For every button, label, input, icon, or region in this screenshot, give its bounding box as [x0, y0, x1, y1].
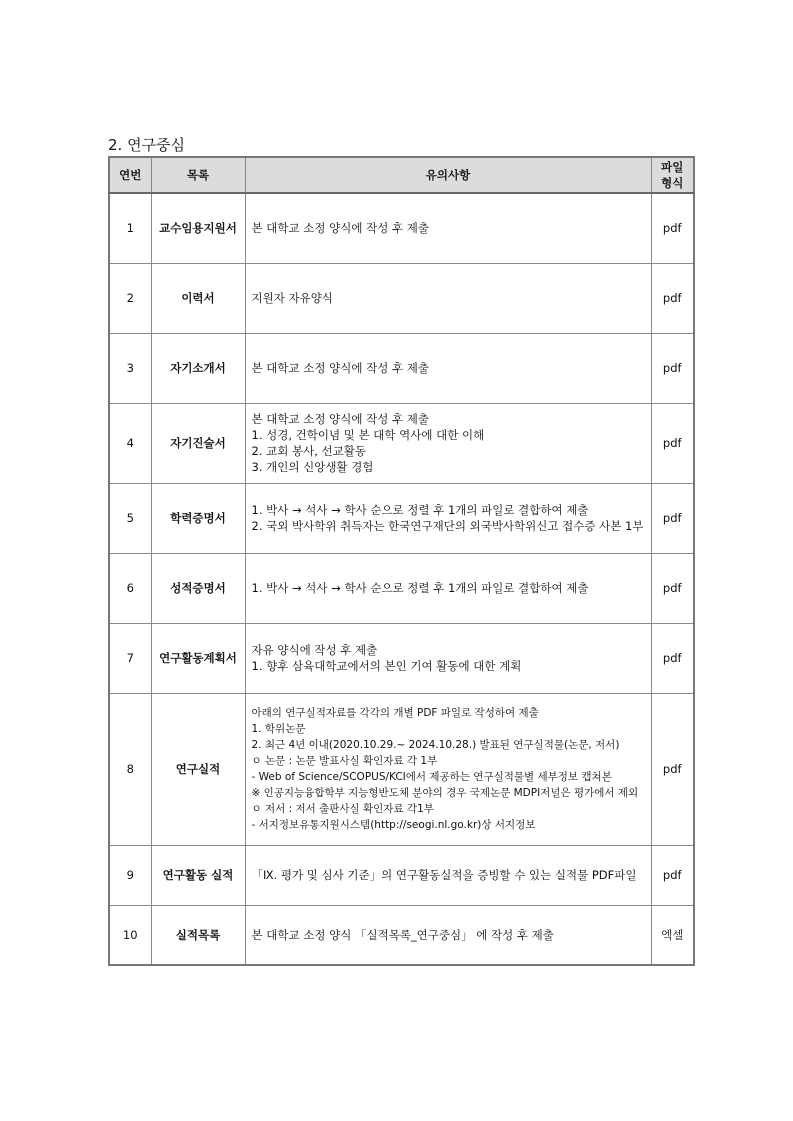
note-line: 본 대학교 소정 양식 「실적목록_연구중심」 에 작성 후 제출 [251, 927, 554, 942]
row-notes [245, 623, 651, 693]
header-no: 연번 [109, 157, 151, 193]
note-line: 「Ⅸ. 평가 및 심사 기준」의 연구활동실적을 증빙할 수 있는 실적물 PDF파일 [251, 868, 637, 882]
row-number: 7 [109, 623, 151, 693]
row-number: 3 [109, 333, 151, 403]
header-item: 목록 [151, 157, 245, 193]
row-number: 1 [109, 193, 151, 263]
row-notes [245, 553, 651, 623]
row-file-format: pdf [651, 193, 694, 263]
note-line: 지원자 자유양식 [251, 291, 333, 305]
row-item-name: 자기소개서 [151, 333, 245, 403]
note-line: - 서지정보유통지원시스템(http://seogi.nl.go.kr)상 서지정보 [251, 819, 536, 831]
header-format-line2: 형식 [661, 176, 684, 190]
row-file-format: pdf [651, 263, 694, 333]
note-line: 본 대학교 소정 양식에 작성 후 제출 [251, 412, 429, 426]
table-row [109, 553, 694, 623]
header-notes: 유의사항 [245, 157, 651, 193]
note-line: 자유 양식에 작성 후 제출 [251, 643, 378, 657]
row-number: 4 [109, 403, 151, 483]
table-row [109, 845, 694, 905]
row-file-format: pdf [651, 845, 694, 905]
row-item-name: 학력증명서 [151, 483, 245, 553]
row-item-name: 연구실적 [151, 693, 245, 845]
row-number: 2 [109, 263, 151, 333]
row-file-format: pdf [651, 553, 694, 623]
header-format-line1: 파일 [661, 160, 684, 174]
note-line: 본 대학교 소정 양식에 작성 후 제출 [251, 361, 429, 375]
note-line: ※ 인공지능융합학부 지능형반도체 분야의 경우 국제논문 MDPI저널은 평가에서 제외 [251, 787, 639, 799]
note-line: 2. 최근 4년 이내(2020.10.29.~ 2024.10.28.) 발표된 연구실적물(논문, 저서) [251, 739, 620, 751]
document-requirements-table [108, 156, 695, 966]
row-item-name: 연구활동계획서 [151, 623, 245, 693]
row-notes [245, 693, 651, 845]
row-item-name: 성적증명서 [151, 553, 245, 623]
note-line: 아래의 연구실적자료를 각각의 개별 PDF 파일로 작성하여 제출 [251, 707, 539, 719]
row-notes [245, 263, 651, 333]
note-line: 1. 학위논문 [251, 723, 306, 735]
row-number: 5 [109, 483, 151, 553]
header-format [651, 157, 694, 193]
table-row [109, 193, 694, 263]
note-line: 1. 향후 삼육대학교에서의 본인 기여 활동에 대한 계획 [251, 659, 522, 673]
section-title: 2. 연구중심 [108, 136, 186, 154]
row-file-format: pdf [651, 483, 694, 553]
table-row [109, 263, 694, 333]
note-line: ㅇ 저서 : 저서 출판사실 확인자료 각1부 [251, 803, 434, 815]
table-row [109, 623, 694, 693]
row-notes [245, 333, 651, 403]
row-notes [245, 483, 651, 553]
row-number: 9 [109, 845, 151, 905]
row-file-format: pdf [651, 333, 694, 403]
note-line: 1. 박사 → 석사 → 학사 순으로 정렬 후 1개의 파일로 결합하여 제출 [251, 581, 589, 595]
row-file-format: 엑셀 [651, 905, 694, 965]
row-number: 10 [109, 905, 151, 965]
note-line: 1. 박사 → 석사 → 학사 순으로 정렬 후 1개의 파일로 결합하여 제출 [251, 503, 589, 517]
row-item-name: 교수임용지원서 [151, 193, 245, 263]
row-notes [245, 845, 651, 905]
note-line: 본 대학교 소정 양식에 작성 후 제출 [251, 221, 429, 236]
note-line: ㅇ 논문 : 논문 발표사실 확인자료 각 1부 [251, 755, 438, 767]
table-row [109, 905, 694, 965]
row-number: 8 [109, 693, 151, 845]
note-line: 2. 국외 박사학위 취득자는 한국연구재단의 외국박사학위신고 접수증 사본 1부 [251, 519, 644, 533]
table-row [109, 403, 694, 483]
note-line: 3. 개인의 신앙생활 경험 [251, 460, 374, 474]
row-number: 6 [109, 553, 151, 623]
row-item-name: 연구활동 실적 [151, 845, 245, 905]
row-file-format: pdf [651, 693, 694, 845]
row-item-name: 이력서 [151, 263, 245, 333]
row-file-format: pdf [651, 623, 694, 693]
note-line: 1. 성경, 건학이념 및 본 대학 역사에 대한 이해 [251, 428, 485, 442]
note-line: - Web of Science/SCOPUS/KCI에서 제공하는 연구실적물별 세부정보 캡쳐본 [251, 771, 612, 783]
row-item-name: 실적목록 [151, 905, 245, 965]
row-notes [245, 905, 651, 965]
table-row [109, 693, 694, 845]
row-notes [245, 193, 651, 263]
table-row [109, 483, 694, 553]
row-notes [245, 403, 651, 483]
row-file-format: pdf [651, 403, 694, 483]
row-item-name: 자기진술서 [151, 403, 245, 483]
table-header-row [109, 157, 694, 193]
note-line: 2. 교회 봉사, 선교활동 [251, 444, 366, 458]
table-row [109, 333, 694, 403]
